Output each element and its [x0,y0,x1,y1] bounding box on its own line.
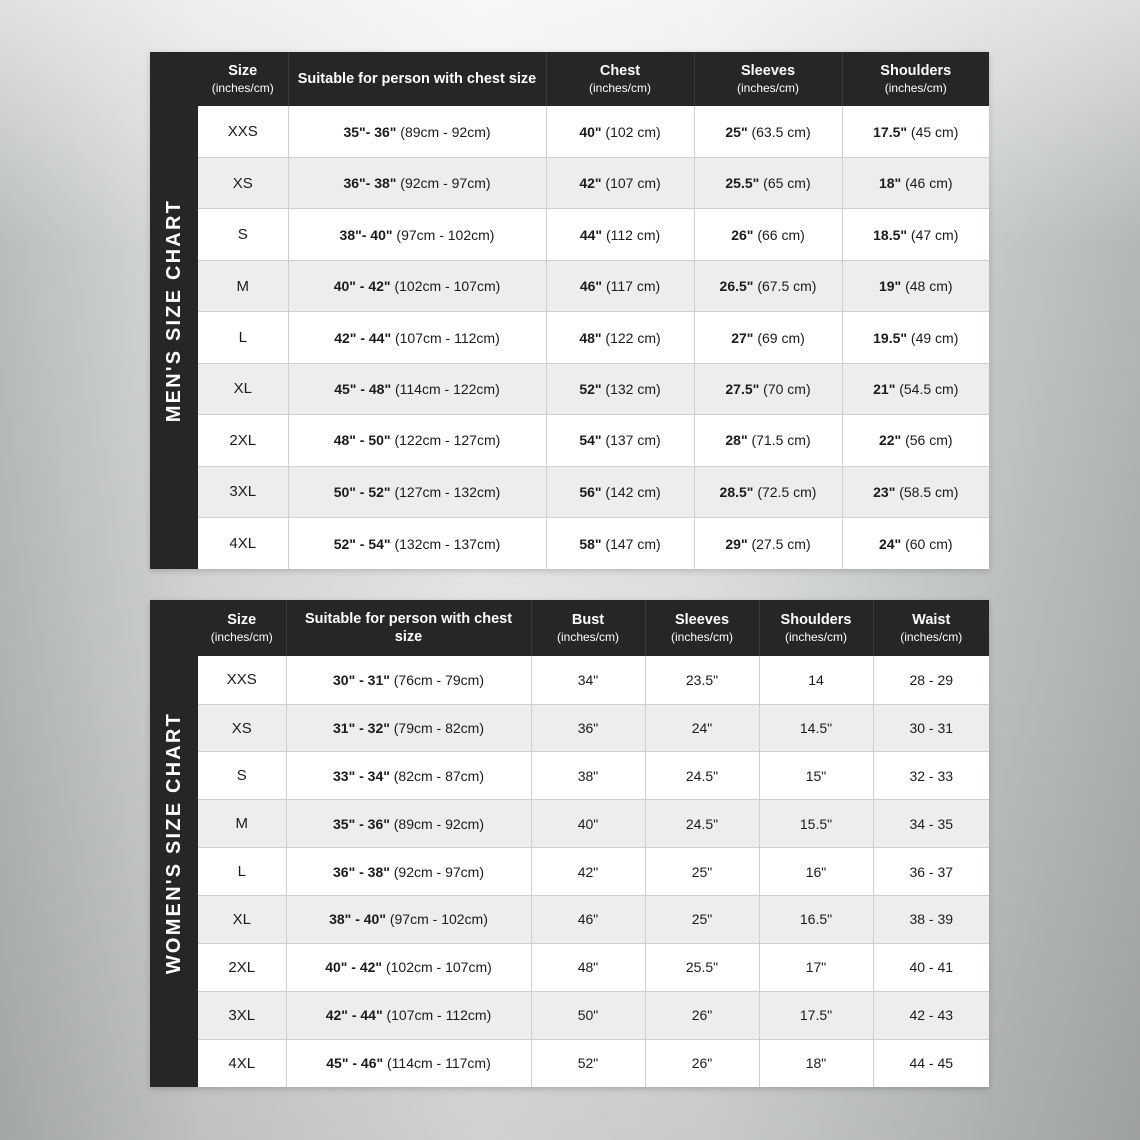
cell-size: L [198,312,288,363]
cell-shoulders: 15" [759,752,873,800]
mens-size-chart [150,52,989,569]
womens-header-suitable [286,600,531,656]
mens-header-row [198,52,989,106]
cell-shoulders: 17" [759,943,873,991]
mens-header-sleeves-sub: (inches/cm) [736,81,799,96]
cell-shoulders: 17.5" [759,991,873,1039]
mens-header-size-sub: (inches/cm) [211,81,274,96]
cell-suitable: 40" - 42" (102cm - 107cm) [286,943,531,991]
womens-header-size-sub: (inches/cm) [210,630,273,645]
cell-sleeves: 25" [645,848,759,896]
cell-size: XXS [198,656,286,704]
cell-chest: 42" (107 cm) [546,158,694,209]
table-row [198,106,989,157]
mens-header-size-title: Size [228,63,258,79]
cell-sleeves: 25" [645,896,759,944]
womens-header-shoulders-title: Shoulders [780,612,852,629]
mens-chart-banner [150,52,198,569]
cell-bust: 36" [531,704,645,752]
table-row [198,1039,989,1087]
cell-chest: 58" (147 cm) [546,518,694,570]
mens-chart-banner-label: MEN'S SIZE CHART [162,198,185,423]
cell-suitable: 48" - 50" (122cm - 127cm) [288,415,546,466]
womens-header-size [198,600,286,656]
table-row [198,704,989,752]
cell-waist: 32 - 33 [873,752,989,800]
cell-size: XL [198,896,286,944]
cell-size: 3XL [198,466,288,517]
cell-shoulders: 23" (58.5 cm) [842,466,989,517]
cell-sleeves: 25.5" (65 cm) [694,158,842,209]
cell-suitable: 50" - 52" (127cm - 132cm) [288,466,546,517]
cell-sleeves: 26" [645,1039,759,1087]
cell-waist: 40 - 41 [873,943,989,991]
womens-header-bust-title: Bust [571,612,605,629]
cell-size: XS [198,158,288,209]
mens-header-size [198,52,288,106]
table-row [198,466,989,517]
cell-suitable: 36" - 38" (92cm - 97cm) [286,848,531,896]
womens-header-waist [873,600,989,656]
cell-chest: 56" (142 cm) [546,466,694,517]
cell-waist: 44 - 45 [873,1039,989,1087]
cell-size: XS [198,704,286,752]
womens-table-body [198,656,989,1087]
womens-header-shoulders-sub: (inches/cm) [784,630,847,645]
cell-shoulders: 18" [759,1039,873,1087]
cell-waist: 28 - 29 [873,656,989,704]
womens-header-row [198,600,989,656]
table-row [198,518,989,570]
table-row [198,209,989,260]
mens-header-sleeves [694,52,842,106]
mens-header-shoulders-title: Shoulders [880,63,952,79]
womens-header-bust-sub: (inches/cm) [556,630,619,645]
cell-size: 2XL [198,415,288,466]
table-row [198,363,989,414]
cell-shoulders: 14.5" [759,704,873,752]
cell-size: S [198,209,288,260]
womens-header-sleeves-title: Sleeves [674,612,730,629]
mens-header-chest [546,52,694,106]
table-row [198,848,989,896]
cell-bust: 34" [531,656,645,704]
table-row [198,991,989,1039]
cell-size: M [198,800,286,848]
womens-header-bust [531,600,645,656]
cell-size: 3XL [198,991,286,1039]
table-row [198,415,989,466]
cell-waist: 34 - 35 [873,800,989,848]
cell-waist: 30 - 31 [873,704,989,752]
cell-size: M [198,260,288,311]
mens-header-suitable-title: Suitable for person with chest size [297,71,537,87]
womens-size-chart [150,600,989,1087]
table-row [198,656,989,704]
mens-header-shoulders-sub: (inches/cm) [884,81,947,96]
cell-suitable: 35"- 36" (89cm - 92cm) [288,106,546,157]
cell-waist: 38 - 39 [873,896,989,944]
table-row [198,800,989,848]
mens-header-suitable [288,52,546,106]
cell-shoulders: 17.5" (45 cm) [842,106,989,157]
cell-shoulders: 18.5" (47 cm) [842,209,989,260]
cell-size: 4XL [198,1039,286,1087]
cell-suitable: 40" - 42" (102cm - 107cm) [288,260,546,311]
mens-header-chest-title: Chest [599,63,641,79]
cell-chest: 48" (122 cm) [546,312,694,363]
cell-sleeves: 24" [645,704,759,752]
womens-size-table [198,600,989,1087]
cell-sleeves: 29" (27.5 cm) [694,518,842,570]
cell-shoulders: 18" (46 cm) [842,158,989,209]
cell-suitable: 42" - 44" (107cm - 112cm) [286,991,531,1039]
cell-suitable: 30" - 31" (76cm - 79cm) [286,656,531,704]
cell-size: XL [198,363,288,414]
cell-waist: 42 - 43 [873,991,989,1039]
cell-bust: 52" [531,1039,645,1087]
cell-shoulders: 14 [759,656,873,704]
cell-sleeves: 26" [645,991,759,1039]
cell-chest: 52" (132 cm) [546,363,694,414]
womens-chart-banner-label: WOMEN'S SIZE CHART [162,712,185,975]
cell-sleeves: 27" (69 cm) [694,312,842,363]
cell-shoulders: 19" (48 cm) [842,260,989,311]
cell-shoulders: 21" (54.5 cm) [842,363,989,414]
womens-header-shoulders [759,600,873,656]
cell-suitable: 45" - 46" (114cm - 117cm) [286,1039,531,1087]
cell-sleeves: 27.5" (70 cm) [694,363,842,414]
cell-bust: 40" [531,800,645,848]
cell-shoulders: 24" (60 cm) [842,518,989,570]
mens-header-sleeves-title: Sleeves [740,63,796,79]
cell-sleeves: 24.5" [645,752,759,800]
cell-shoulders: 16" [759,848,873,896]
cell-chest: 46" (117 cm) [546,260,694,311]
cell-suitable: 31" - 32" (79cm - 82cm) [286,704,531,752]
cell-suitable: 42" - 44" (107cm - 112cm) [288,312,546,363]
womens-header-sleeves-sub: (inches/cm) [670,630,733,645]
table-row [198,260,989,311]
cell-chest: 54" (137 cm) [546,415,694,466]
table-row [198,158,989,209]
cell-sleeves: 24.5" [645,800,759,848]
womens-header-size-title: Size [227,612,257,629]
cell-suitable: 38"- 40" (97cm - 102cm) [288,209,546,260]
cell-chest: 44" (112 cm) [546,209,694,260]
womens-table-head [198,600,989,656]
cell-suitable: 36"- 38" (92cm - 97cm) [288,158,546,209]
cell-sleeves: 25.5" [645,943,759,991]
cell-bust: 46" [531,896,645,944]
cell-suitable: 33" - 34" (82cm - 87cm) [286,752,531,800]
cell-waist: 36 - 37 [873,848,989,896]
cell-size: 4XL [198,518,288,570]
womens-header-suitable-title: Suitable for person with chest size [304,611,513,646]
mens-header-shoulders [842,52,989,106]
cell-shoulders: 19.5" (49 cm) [842,312,989,363]
mens-size-table [198,52,989,569]
cell-sleeves: 23.5" [645,656,759,704]
womens-header-sleeves [645,600,759,656]
womens-chart-banner [150,600,198,1087]
cell-size: XXS [198,106,288,157]
cell-sleeves: 28" (71.5 cm) [694,415,842,466]
cell-size: S [198,752,286,800]
cell-shoulders: 16.5" [759,896,873,944]
cell-size: 2XL [198,943,286,991]
cell-suitable: 45" - 48" (114cm - 122cm) [288,363,546,414]
cell-sleeves: 26" (66 cm) [694,209,842,260]
cell-shoulders: 22" (56 cm) [842,415,989,466]
cell-suitable: 38" - 40" (97cm - 102cm) [286,896,531,944]
womens-header-waist-title: Waist [912,612,951,629]
cell-bust: 48" [531,943,645,991]
table-row [198,752,989,800]
cell-size: L [198,848,286,896]
cell-sleeves: 26.5" (67.5 cm) [694,260,842,311]
table-row [198,896,989,944]
table-row [198,943,989,991]
mens-table-body [198,106,989,569]
cell-suitable: 52" - 54" (132cm - 137cm) [288,518,546,570]
cell-sleeves: 25" (63.5 cm) [694,106,842,157]
cell-bust: 50" [531,991,645,1039]
table-row [198,312,989,363]
cell-sleeves: 28.5" (72.5 cm) [694,466,842,517]
womens-header-waist-sub: (inches/cm) [900,630,963,645]
cell-bust: 38" [531,752,645,800]
mens-table-head [198,52,989,106]
cell-suitable: 35" - 36" (89cm - 92cm) [286,800,531,848]
mens-header-chest-sub: (inches/cm) [588,81,651,96]
cell-bust: 42" [531,848,645,896]
cell-shoulders: 15.5" [759,800,873,848]
cell-chest: 40" (102 cm) [546,106,694,157]
